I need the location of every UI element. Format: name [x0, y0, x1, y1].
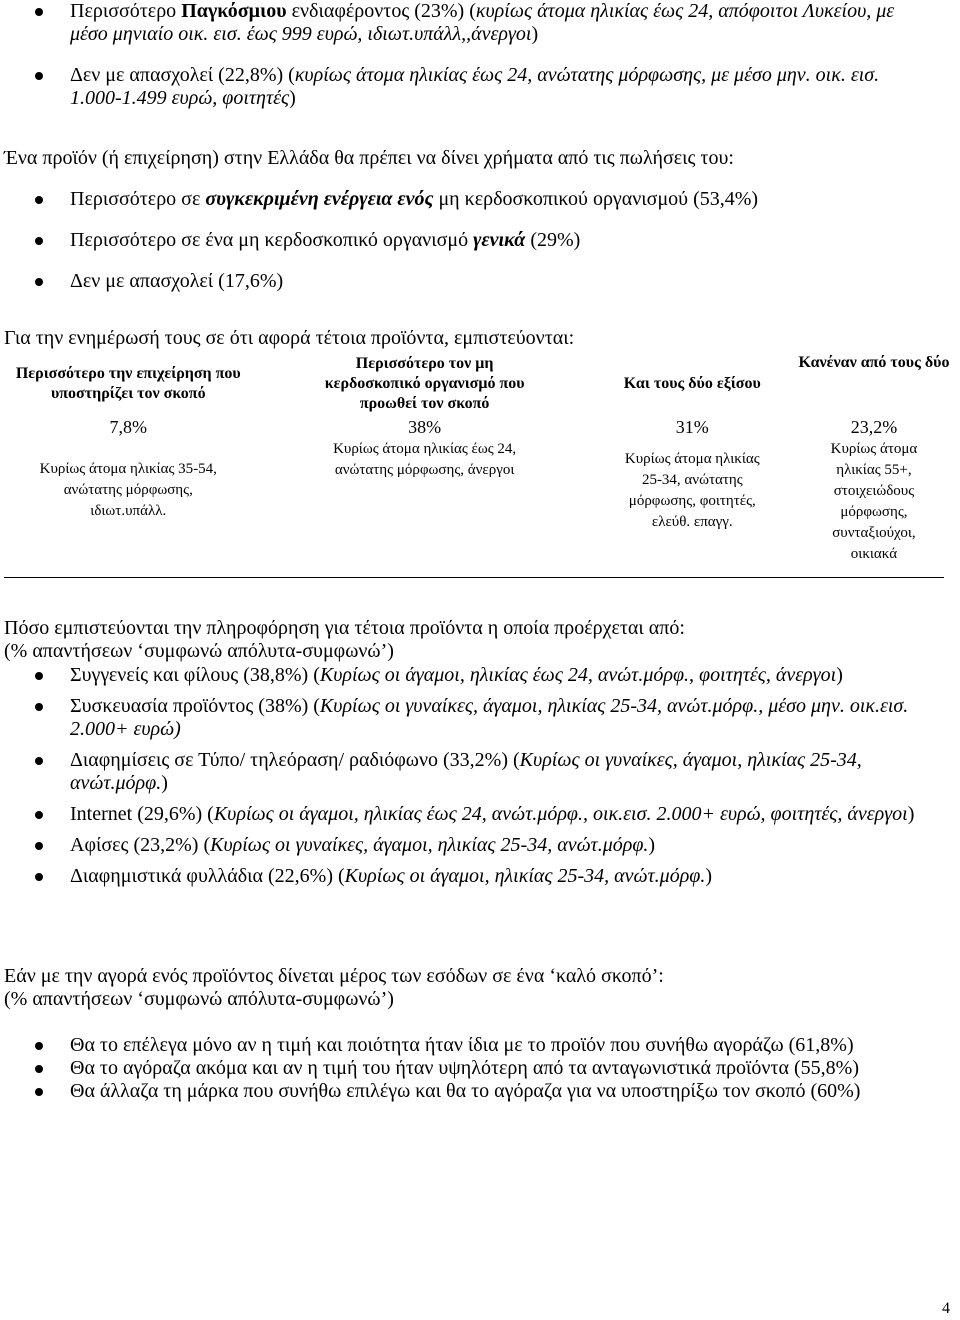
text-run: Κυρίως οι γυναίκες, άγαμοι, ηλικίας 25-34, ανώτ.μόρφ. — [70, 749, 862, 794]
section1-intro: Ένα προϊόν (ή επιχείρηση) στην Ελλάδα θα πρέπει να δίνει χρήματα από τις πωλήσεις του: — [4, 147, 734, 169]
text-run: Περισσότερο σε ένα μη κερδοσκοπικό οργανισμό — [70, 229, 474, 251]
list-item — [0, 1057, 960, 1080]
text-run: ) — [907, 803, 915, 825]
list-item — [0, 188, 960, 211]
text-run: Διαφημίσεις σε Τύπο/ τηλεόραση/ ραδιόφωνο (33,2%) ( — [70, 749, 520, 771]
section2-intro-line1: Πόσο εμπιστεύονται την πληροφόρηση για τέτοια προϊόντα η οποία προέρχεται από: — [4, 617, 685, 639]
text-run: κυρίως άτομα ηλικίας έως 24, ανώτατης μόρφωσης, με μέσο μην. οικ. εισ. 1.000-1.499 ευρώ, φοιτητές — [70, 64, 880, 109]
section2-intro-line2: (% απαντήσεων ‘συμφωνώ απόλυτα-συμφωνώ’) — [4, 640, 394, 662]
list-item — [0, 749, 960, 795]
section3-intro-line1: Εάν με την αγορά ενός προϊόντος δίνεται μέρος των εσόδων σε ένα ‘καλό σκοπό’: — [4, 965, 664, 987]
text-run: Κυρίως οι άγαμοι, ηλικίας έως 24, ανώτ.μόρφ., οικ.εισ. 2.000+ ευρώ, φοιτητές, άνεργοι — [213, 803, 908, 825]
table-cell-value: 23,2% — [850, 417, 898, 437]
text-run: Περισσότερο — [70, 0, 182, 22]
text-run: Δεν με απασχολεί (22,8%) ( — [70, 64, 295, 86]
table-header-cell: Και τους δύο εξίσου — [623, 375, 761, 392]
page-number: 4 — [942, 1300, 950, 1317]
text-run: ) — [289, 87, 296, 109]
list-item — [0, 664, 960, 687]
section3-intro-line2: (% απαντήσεων ‘συμφωνώ απόλυτα-συμφωνώ’) — [4, 988, 394, 1010]
section1-bullet-list — [0, 188, 960, 293]
text-run: Κυρίως οι γυναίκες, άγαμοι, ηλικίας 25-34, ανώτ.μόρφ. — [210, 834, 649, 856]
top-bullet-list — [0, 0, 960, 110]
text-run: συγκεκριμένη ενέργεια ενός — [205, 188, 434, 210]
table-bottom-rule — [4, 577, 944, 578]
text-run: Περισσότερο σε — [70, 188, 206, 210]
list-item — [0, 865, 960, 888]
trust-table-wrap — [4, 353, 960, 565]
text-run: ) — [648, 834, 656, 856]
list-item — [0, 64, 960, 110]
section3-bullet-list — [0, 1034, 960, 1103]
text-run: Θα το επέλεγα μόνο αν η τιμή και ποιότητα ήταν ίδια με το προϊόν που συνήθω αγοράζω (61,8%) — [70, 1034, 854, 1056]
table-cell-value: 31% — [675, 417, 709, 437]
table-header-cell: Περισσότερο τον μη κερδοσκοπικό οργανισμό που προωθεί τον σκοπό — [324, 355, 525, 412]
text-run: Αφίσες (23,2%) ( — [70, 834, 211, 856]
text-run: Θα το αγόραζα ακόμα και αν η τιμή του ήταν υψηλότερη από τα ανταγωνιστικά προϊόντα (55,8%) — [70, 1057, 859, 1079]
text-run: Συσκευασία προϊόντος (38%) ( — [70, 695, 320, 717]
list-item — [0, 834, 960, 857]
list-item — [0, 270, 960, 293]
text-run: μη κερδοσκοπικού οργανισμού (53,4%) — [433, 188, 759, 210]
table-header-cell: Κανέναν από τους δύο — [798, 354, 950, 371]
list-item — [0, 1080, 960, 1103]
table-cell-value: 38% — [408, 417, 442, 437]
list-item — [0, 0, 960, 46]
table-header-row — [4, 353, 960, 415]
section2-bullet-list — [0, 664, 960, 888]
text-run: Παγκόσμιου — [181, 0, 287, 22]
text-run: Κυρίως οι άγαμοι, ηλικίας 25-34, ανώτ.μόρφ. — [344, 865, 706, 887]
text-run: Internet (29,6%) ( — [70, 803, 214, 825]
table-header-cell: Περισσότερο την επιχείρηση που υποστηρίζει τον σκοπό — [15, 365, 241, 402]
table-cell-description: Κυρίως άτομα ηλικίας έως 24, ανώτατης μόρφωσης, άνεργοι — [333, 441, 517, 478]
text-run: γενικά — [473, 229, 526, 251]
table-cell-value: 7,8% — [109, 417, 148, 437]
trust-intro: Για την ενημέρωσή τους σε ότι αφορά τέτοια προϊόντα, εμπιστεύονται: — [4, 327, 575, 349]
section3-intro — [0, 965, 960, 1011]
table-row-descriptions — [4, 439, 960, 565]
list-item — [0, 1034, 960, 1057]
trust-table — [4, 353, 960, 565]
list-item — [0, 803, 960, 826]
text-run: Θα άλλαζα τη μάρκα που συνήθω επιλέγω και θα το αγόραζα για να υποστηρίξω τον σκοπό (60%) — [70, 1080, 861, 1102]
text-run: ) — [531, 23, 539, 45]
text-run: ενδιαφέροντος (23%) ( — [286, 0, 476, 22]
text-run: ) — [705, 865, 713, 887]
text-run: ) — [161, 772, 168, 794]
text-run: κυρίως άτομα ηλικίας έως 24, απόφοιτοι Λυκείου, με μέσο μηνιαίο οικ. εισ. έως 999 ευρώ, ιδιωτ.υπάλλ,,άνεργοι — [70, 0, 895, 45]
text-run: Κυρίως οι άγαμοι, ηλικίας έως 24, ανώτ.μόρφ., φοιτητές, άνεργοι — [319, 664, 837, 686]
text-run: ) — [836, 664, 843, 686]
table-row-values — [4, 415, 960, 439]
section2-intro — [0, 617, 960, 663]
table-cell-description: Κυρίως άτομα ηλικίας 25-34, ανώτατης μόρφωσης, φοιτητές, ελεύθ. επαγγ. — [624, 451, 760, 530]
list-item — [0, 229, 960, 252]
table-cell-description: Κυρίως άτομα ηλικίας 55+, στοιχειώδους μόρφωσης, συνταξιούχοι, οικιακά — [830, 441, 918, 562]
text-run: Δεν με απασχολεί (17,6%) — [70, 270, 284, 292]
text-run: Κυρίως οι γυναίκες, άγαμοι, ηλικίας 25-34, ανώτ.μόρφ., μέσο μην. οικ.εισ. 2.000+ ευρώ) — [70, 695, 909, 740]
table-cell-description: Κυρίως άτομα ηλικίας 35-54, ανώτατης μόρφωσης, ιδιωτ.υπάλλ. — [39, 461, 217, 519]
text-run: Διαφημιστικά φυλλάδια (22,6%) ( — [70, 865, 345, 887]
text-run: (29%) — [525, 229, 581, 251]
text-run: Συγγενείς και φίλους (38,8%) ( — [70, 664, 320, 686]
list-item — [0, 695, 960, 741]
